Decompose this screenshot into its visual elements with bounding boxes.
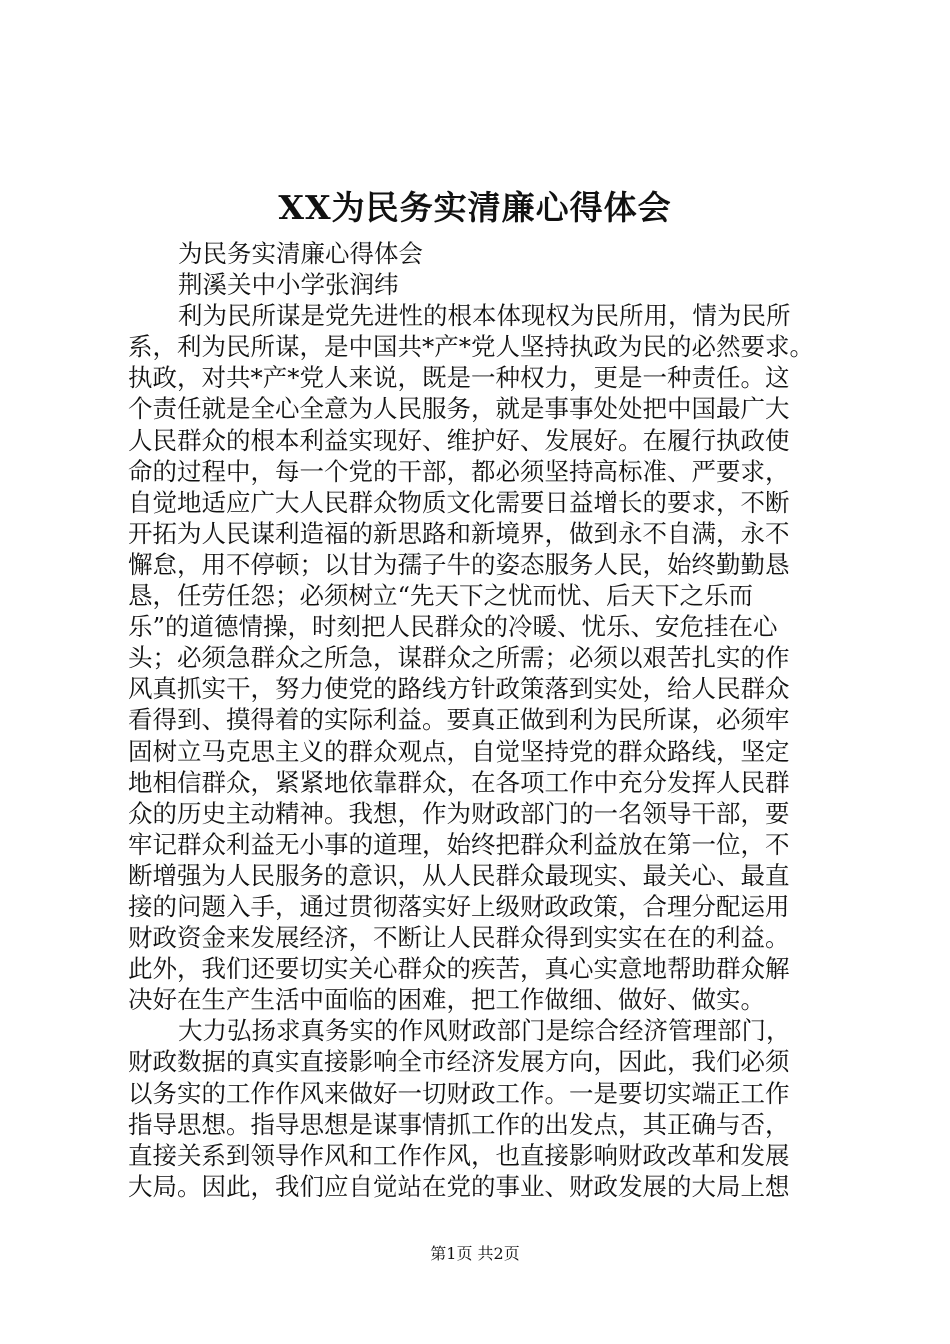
body-line: 指导思想。指导思想是谋事情抓工作的出发点，其正确与否， (128, 1109, 790, 1139)
body-line: 以务实的工作作风来做好一切财政工作。一是要切实端正工作 (128, 1078, 790, 1108)
page-footer: 第1页 共2页 (430, 1244, 520, 1263)
body-line: 看得到、摸得着的实际利益。要真正做到利为民所谋，必须牢 (128, 705, 790, 735)
body-line: 人民群众的根本利益实现好、维护好、发展好。在履行执政使 (128, 425, 790, 455)
body-line: 财政数据的真实直接影响全市经济发展方向，因此，我们必须 (128, 1047, 790, 1077)
body-line: 系，利为民所谋，是中国共*产*党人坚持执政为民的必然要求。 (128, 332, 814, 362)
body-line: 接的问题入手，通过贯彻落实好上级财政政策，合理分配运用 (128, 891, 790, 921)
body-line: 荆溪关中小学张润纬 (178, 270, 399, 300)
body-line: 断增强为人民服务的意识，从人民群众最现实、最关心、最直 (128, 860, 790, 890)
body-line: 执政，对共*产*党人来说，既是一种权力，更是一种责任。这 (128, 363, 790, 393)
body-line: 直接关系到领导作风和工作作风，也直接影响财政改革和发展 (128, 1140, 790, 1170)
body-line: 利为民所谋是党先进性的根本体现权为民所用，情为民所 (178, 301, 791, 331)
document-body (128, 238, 828, 1202)
body-line: 自觉地适应广大人民群众物质文化需要日益增长的要求，不断 (128, 487, 790, 517)
body-line: 大力弘扬求真务实的作风财政部门是综合经济管理部门， (178, 1016, 791, 1046)
body-line: 众的历史主动精神。我想，作为财政部门的一名领导干部，要 (128, 798, 790, 828)
body-line: 命的过程中，每一个党的干部，都必须坚持高标准、严要求， (128, 456, 790, 486)
body-line: 为民务实清廉心得体会 (178, 239, 423, 268)
body-line: 个责任就是全心全意为人民服务，就是事事处处把中国最广大 (128, 394, 790, 424)
body-line: 开拓为人民谋利造福的新思路和新境界，做到永不自满，永不 (128, 518, 790, 548)
body-line: 固树立马克思主义的群众观点，自觉坚持党的群众路线，坚定 (128, 736, 790, 766)
body-line: 大局。因此，我们应自觉站在党的事业、财政发展的大局上想 (128, 1171, 790, 1201)
body-line: 头；必须急群众之所急，谋群众之所需；必须以艰苦扎实的作 (128, 643, 790, 673)
body-line: 此外，我们还要切实关心群众的疾苦，真心实意地帮助群众解 (128, 954, 790, 984)
body-line: 风真抓实干，努力使党的路线方针政策落到实处，给人民群众 (128, 674, 790, 704)
body-line: 乐”的道德情操，时刻把人民群众的冷暖、忧乐、安危挂在心 (128, 612, 778, 642)
body-line: 懈怠，用不停顿；以甘为孺子牛的姿态服务人民，始终勤勤恳 (128, 549, 790, 579)
document-title: XX为民务实清廉心得体会 (278, 188, 672, 227)
body-line: 决好在生产生活中面临的困难，把工作做细、做好、做实。 (128, 985, 765, 1015)
body-line: 恳，任劳任怨；必须树立“先天下之忧而忧、后天下之乐而 (128, 581, 754, 611)
body-line: 牢记群众利益无小事的道理，始终把群众利益放在第一位，不 (128, 829, 790, 859)
body-line: 地相信群众，紧紧地依靠群众，在各项工作中充分发挥人民群 (128, 767, 790, 797)
body-line: 财政资金来发展经济，不断让人民群众得到实实在在的利益。 (128, 923, 790, 953)
